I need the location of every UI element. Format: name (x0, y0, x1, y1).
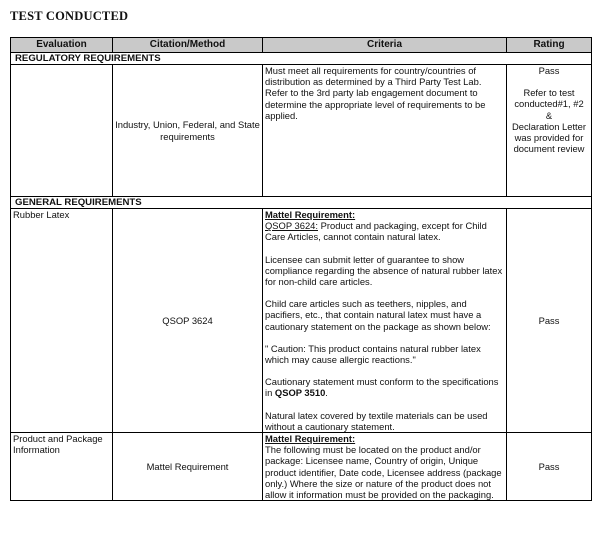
header-rating: Rating (507, 38, 592, 53)
section-row-regulatory (11, 53, 592, 65)
document-title: TEST CONDUCTED (10, 9, 129, 23)
requirement-heading: Mattel Requirement: (265, 209, 356, 220)
caution-statement: " Caution: This product contains natural rubber latex which may cause allergic reactions." (265, 342, 481, 366)
cell-rating: Pass (507, 209, 592, 433)
criteria-paragraph: Child care articles such as teethers, nipples, and pacifiers, etc., that contain natural latex must have a cautionary statement on the package as shown below: (265, 298, 491, 332)
criteria-paragraph: Natural latex covered by textile materials can be used without a cautionary statement. (265, 409, 488, 432)
cell-evaluation: Product and Package Information (11, 433, 113, 501)
cell-citation: QSOP 3624 (113, 209, 263, 433)
header-citation-method: Citation/Method (113, 38, 263, 53)
table-row-regulatory (11, 65, 592, 197)
cell-citation: Mattel Requirement (113, 433, 263, 501)
section-row-general (11, 197, 592, 209)
table-row-package-info (11, 433, 592, 501)
qsop-reference: QSOP 3624: (265, 220, 318, 232)
rating-pass: Pass (538, 65, 560, 76)
cell-rating (507, 65, 592, 197)
header-row (11, 38, 592, 53)
table-row-rubber-latex (11, 209, 592, 433)
rating-ampersand: & (545, 109, 553, 121)
criteria-paragraph: Cautionary statement must conform to the specifications in QSOP 3510. (265, 376, 499, 399)
criteria-paragraph: Licensee can submit letter of guarantee to show compliance regarding the absence of natural rubber latex for non-child care articles. (265, 253, 503, 288)
cell-evaluation: Rubber Latex (11, 209, 113, 433)
requirement-heading: Mattel Requirement: (265, 433, 356, 445)
criteria-paragraph: QSOP 3624: Product and packaging, except for Child Care Articles, cannot contain natural latex. (265, 220, 487, 243)
test-conducted-table (10, 37, 592, 501)
criteria-paragraph: The following must be located on the product and/or package: Licensee name, Country of origin, Unique product identifier, Date code, Licensee address (package only.) Where the size or nature of the product does not allow it information must be provided on the packaging. (265, 444, 502, 501)
section-title-general: GENERAL REQUIREMENTS (11, 197, 592, 209)
cell-rating: Pass (507, 433, 592, 501)
cell-criteria (263, 433, 507, 501)
cell-evaluation (11, 65, 113, 197)
cell-criteria (263, 209, 507, 433)
header-evaluation: Evaluation (11, 38, 113, 53)
header-criteria: Criteria (263, 38, 507, 53)
section-title-regulatory: REGULATORY REQUIREMENTS (11, 53, 592, 65)
cell-criteria: Must meet all requirements for country/countries of distribution as determined by a Third Party Test Lab. Refer to the 3rd party lab engagement document to determine the appropriate level of requirements to be applied. (263, 65, 507, 197)
rating-declaration: Declaration Letter was provided for document review (512, 120, 586, 155)
rating-reference: Refer to test conducted#1, #2 (514, 87, 584, 110)
cell-citation: Industry, Union, Federal, and State requirements (113, 65, 263, 197)
